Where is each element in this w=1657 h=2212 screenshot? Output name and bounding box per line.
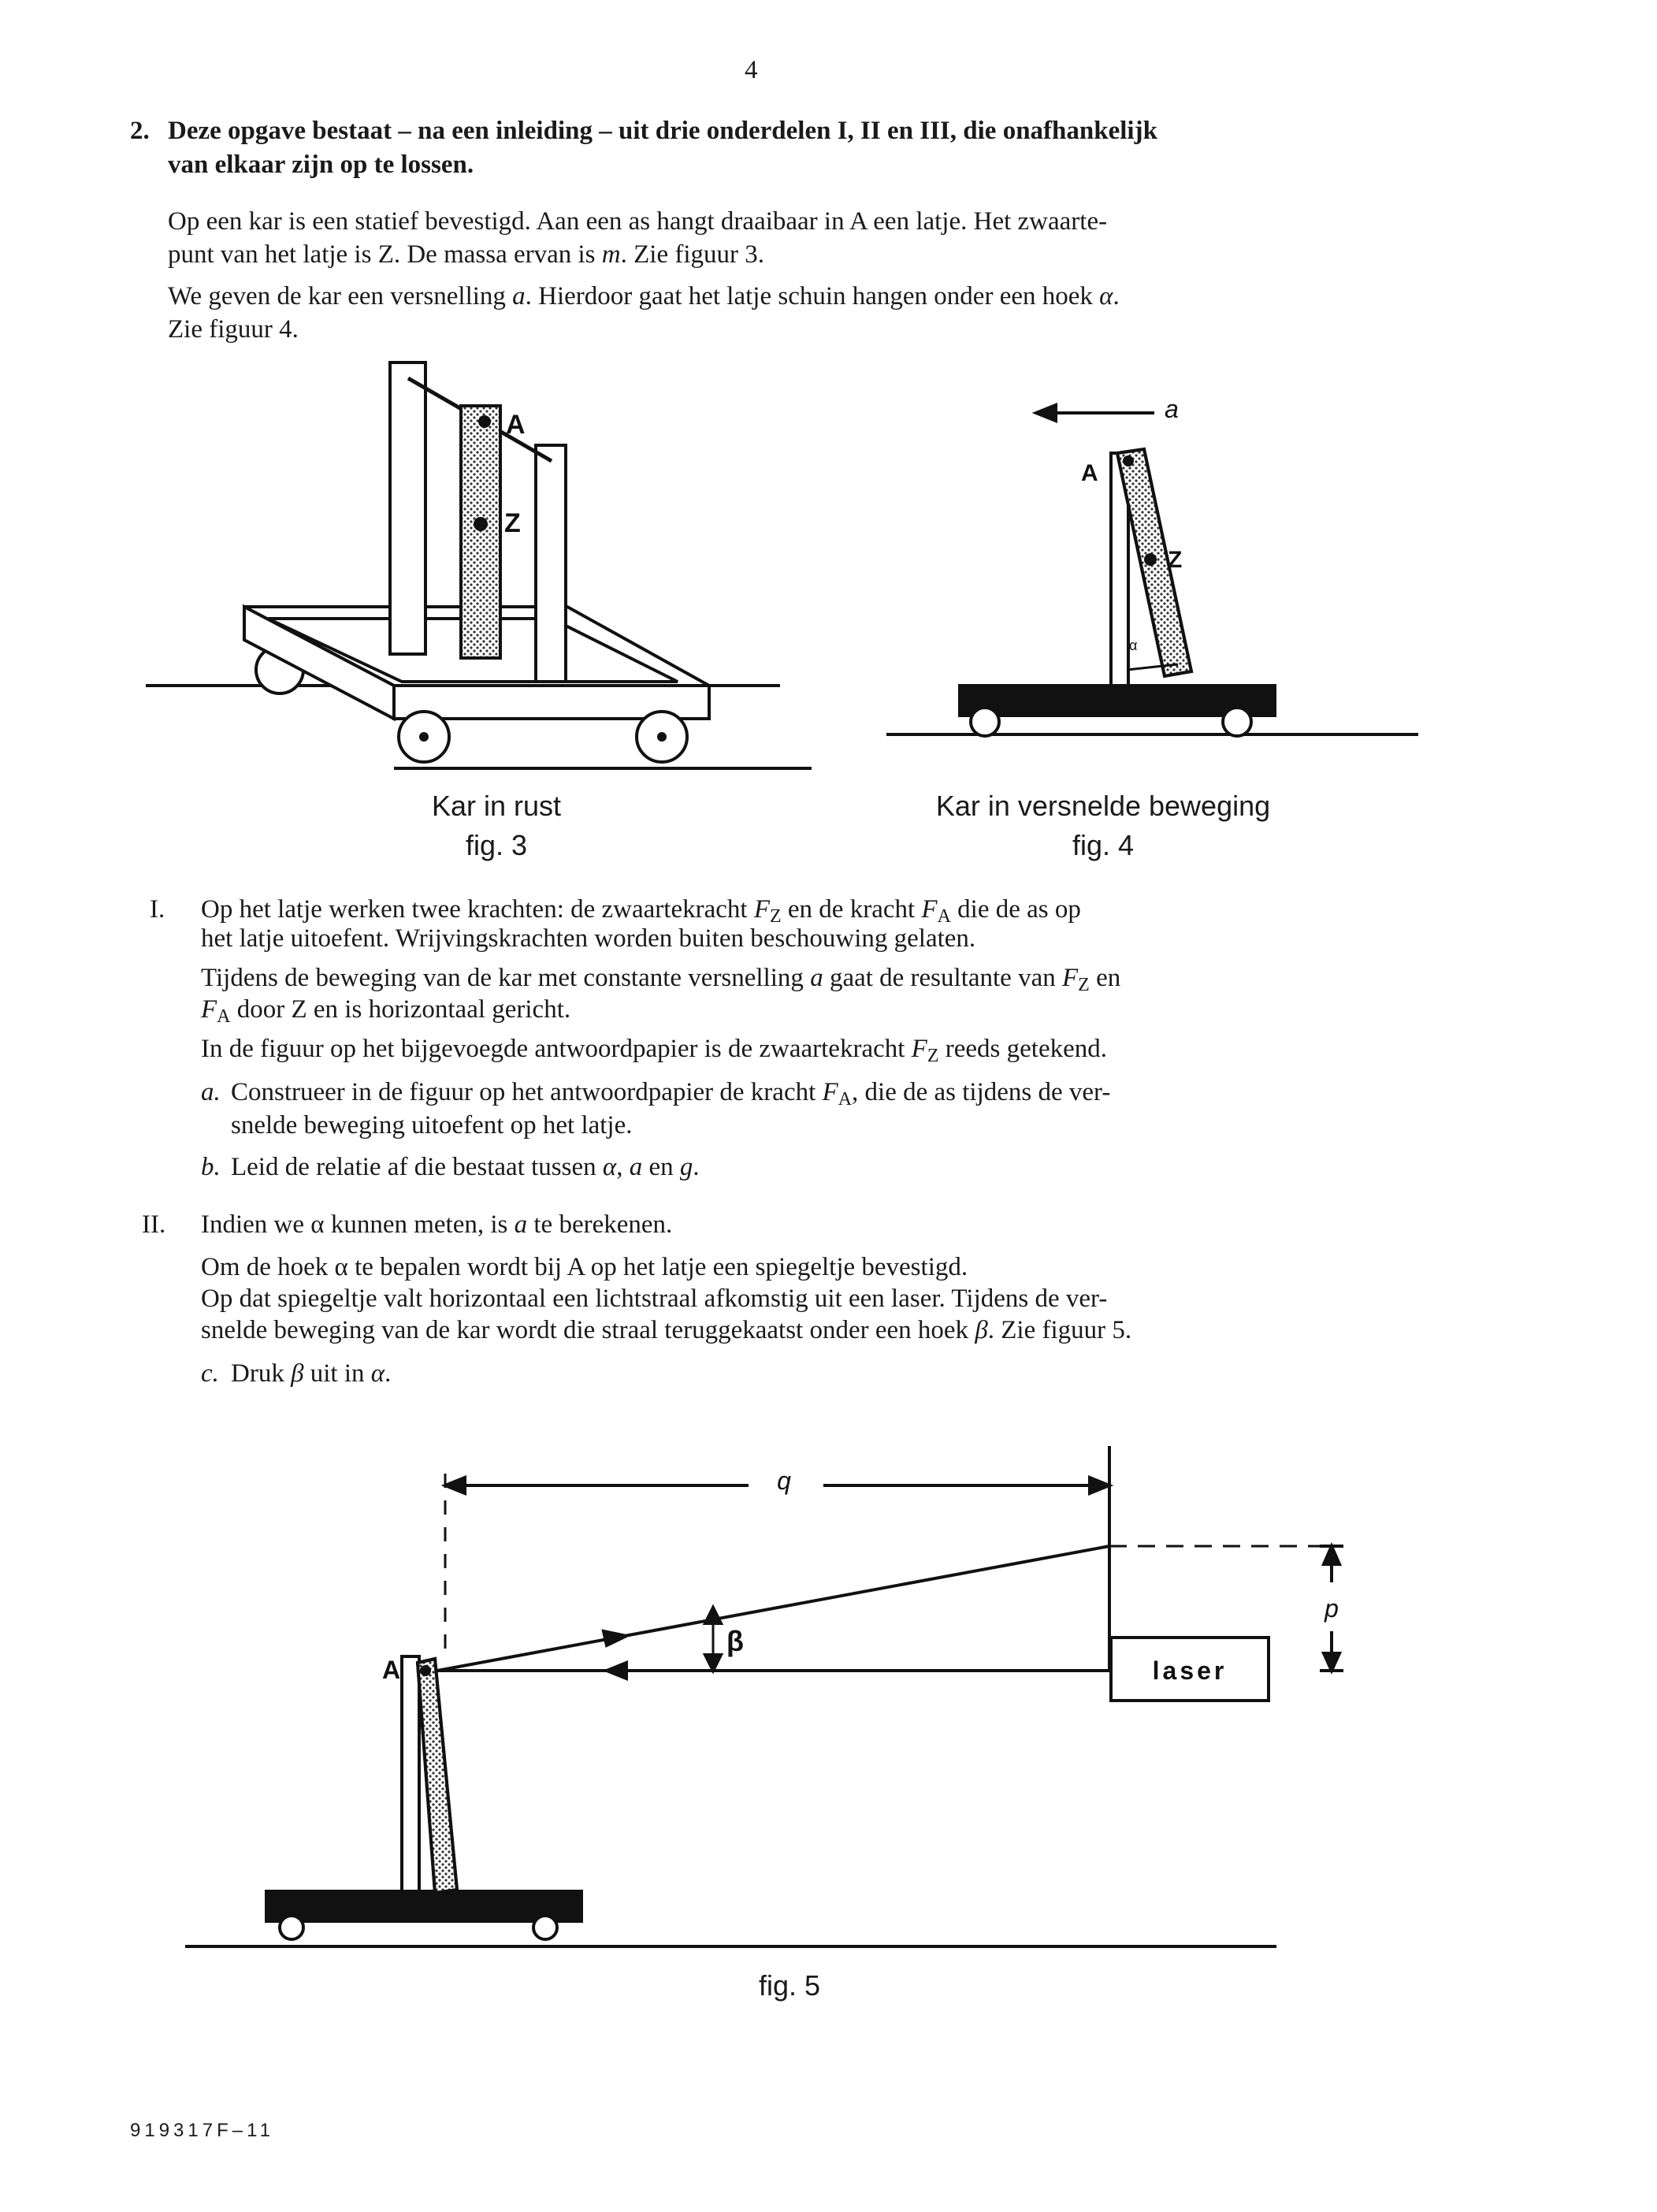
question-number: 2. [130, 117, 150, 145]
fig3-drawing [146, 362, 812, 768]
part1-qa-line2: snelde beweging uitoefent op het latje. [231, 1111, 633, 1139]
question-heading-line2: van elkaar zijn op te lossen. [168, 151, 474, 179]
page-number: 4 [745, 56, 758, 84]
fig4-label-accel: a [1165, 395, 1179, 423]
question-heading-line1: Deze opgave bestaat – na een inleiding – uit drie onderdelen I, II en III, die onafhankelijk [168, 117, 1157, 145]
intro-line3: We geven de kar een versnelling a. Hierdoor gaat het latje schuin hangen onder een hoek α. [168, 282, 1120, 310]
fig4-number: fig. 4 [1072, 829, 1135, 861]
fig5-label-q: q [777, 1467, 791, 1495]
part1-line2: het latje uitoefent. Wrijvingskrachten worden buiten beschouwing gelaten. [201, 924, 976, 953]
part1-qb-line: Leid de relatie af die bestaat tussen α, a en g. [231, 1153, 700, 1181]
fig4-label-a: A [1081, 460, 1098, 486]
part2-line2: Om de hoek α te bepalen wordt bij A op het latje een spiegeltje bevestigd. [201, 1253, 968, 1281]
part2-line1: Indien we α kunnen meten, is a te berekenen. [201, 1210, 673, 1239]
fig5-label-beta: β [726, 1625, 744, 1657]
part1-qb-label: b. [201, 1153, 221, 1181]
figure-5 [0, 1434, 1657, 2017]
part1-line5: In de figuur op het bijgevoegde antwoordpapier is de zwaartekracht $F_Z$ reeds getekend. [201, 1035, 1107, 1066]
fig5-drawing [185, 1446, 1343, 1946]
fig5-number: fig. 5 [758, 1969, 821, 2002]
part2-qc-line: Druk β uit in α. [231, 1359, 392, 1388]
fig3-number: fig. 3 [465, 829, 528, 861]
fig4-drawing [886, 405, 1418, 736]
part1-line3: Tijdens de beweging van de kar met constante versnelling a gaat de resultante van $F_Z$ en [201, 964, 1121, 995]
footer-code: 919317F–11 [130, 2120, 275, 2141]
fig5-label-a: A [382, 1656, 401, 1684]
fig5-label-p: p [1324, 1594, 1339, 1623]
fig3-caption: Kar in rust [431, 790, 562, 822]
part2-numeral: II. [142, 1210, 166, 1239]
part1-line4: $F_A$ door Z en is horizontaal gericht. [201, 995, 571, 1027]
intro-line2: punt van het latje is Z. De massa ervan is m. Zie figuur 3. [168, 240, 764, 269]
fig3-label-z: Z [504, 508, 521, 538]
part1-numeral: I. [150, 895, 165, 924]
fig4-label-angle: α [1129, 638, 1138, 653]
part1-line1: Op het latje werken twee krachten: de zwaartekracht $F_Z$ en de kracht $F_A$ die de as op [201, 895, 1081, 927]
part2-qc-label: c. [201, 1359, 219, 1388]
part2-line3: Op dat spiegeltje valt horizontaal een lichtstraal afkomstig uit een laser. Tijdens de ver- [201, 1284, 1108, 1313]
fig4-caption: Kar in versnelde beweging [935, 790, 1271, 822]
part2-line4: snelde beweging van de kar wordt die straal teruggekaatst onder een hoek β. Zie figuur 5. [201, 1316, 1132, 1344]
fig5-laser-label: laser [1152, 1656, 1228, 1685]
fig3-label-a: A [506, 410, 526, 440]
intro-line4: Zie figuur 4. [168, 315, 299, 344]
part1-qa-line1: Construeer in de figuur op het antwoordpapier de kracht $F_A$, die de as tijdens de ver- [231, 1078, 1111, 1110]
figures-3-4 [0, 347, 1657, 883]
fig4-label-z: Z [1168, 547, 1183, 573]
part1-qa-label: a. [201, 1078, 221, 1106]
intro-line1: Op een kar is een statief bevestigd. Aan een as hangt draaibaar in A een latje. Het zwaarte- [168, 207, 1108, 236]
